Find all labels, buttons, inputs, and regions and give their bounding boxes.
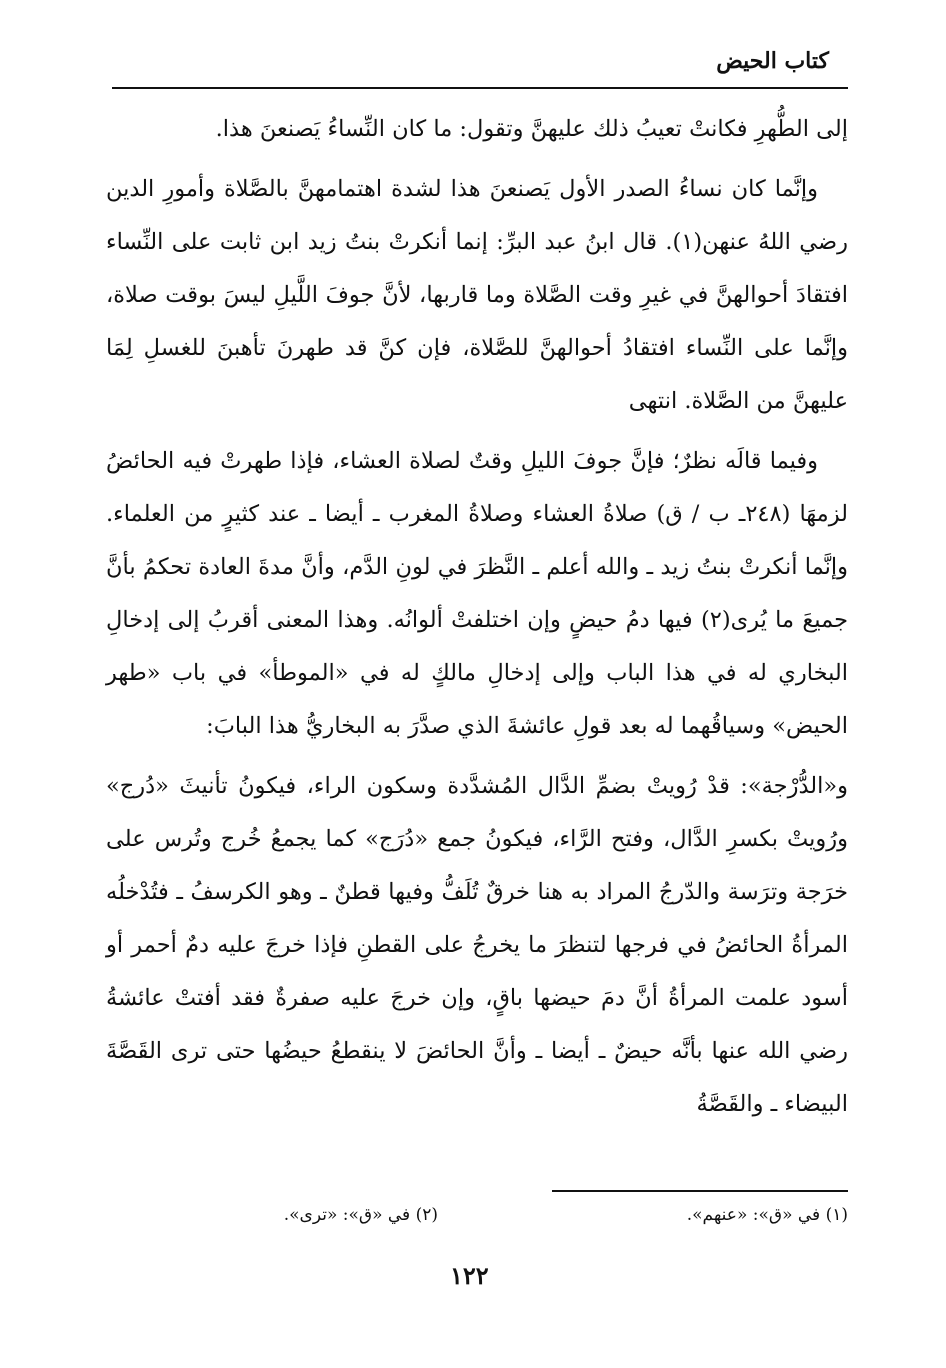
footnote-divider bbox=[552, 1190, 848, 1192]
header-divider bbox=[112, 87, 848, 89]
paragraph-critique: وفيما قالَه نظرٌ؛ فإنَّ جوفَ الليلِ وقتٌ لصلاة العشاء، فإذا طهرتْ فيه الحائضُ لزمهَا (٢٤٨ـ ب / ق) صلاةُ العشاء وصلاةُ المغرب ـ أيضا ـ عند كثيرٍ من العلماء. وإنَّما أنكرتْ بنتُ زيد ـ والله أعلم ـ النَّظرَ في لونِ الدَّم، وأنَّ مدةَ العادة تحكمُ بأنَّ جميعَ ما يُرى(٢) فيها دمُ حيضٍ وإن اختلفتْ ألوانُه. وهذا المعنى أقربُ إلى إدخالِ البخاري له في هذا الباب وإلى إدخالِ مالكٍ له في «الموطأ» في باب «طهر الحيض» وسياقُهما له بعد قولِ عائشةَ الذي صدَّرَ به البخاريُّ هذا البابَ: bbox=[106, 448, 848, 739]
footnotes bbox=[106, 1203, 848, 1233]
paragraph-women-early-generation: وإنَّما كان نساءُ الصدر الأول يَصنعنَ هذا لشدة اهتمامهنَّ بالصَّلاة وأمورِ الدين رضي اللهُ عنهن(١). قال ابنُ عبد البرِّ: إنما أنكرتْ بنتُ زيد ابن ثابت على النِّساء افتقادَ أحوالهنَّ في غيرِ وقت الصَّلاة وما قاربها، لأنَّ جوفَ اللَّيلِ ليسَ بوقت صلاة، وإنَّما على النِّساء افتقادُ أحوالهنَّ للصَّلاة، فإن كنَّ قد طهرنَ تأهبنَ للغسلِ لِمَا عليهنَّ من الصَّلاة. انتهى bbox=[106, 176, 848, 414]
page-body-text bbox=[106, 103, 848, 1131]
running-header-title: كتاب الحيض bbox=[716, 48, 829, 74]
footnote-1: (١) في «ق»: «عنهم». bbox=[686, 1205, 848, 1225]
paragraph-continuation: إلى الطُّهرِ فكانتْ تعيبُ ذلك عليهنَّ وتقول: ما كان النِّساءُ يَصنعنَ هذا. bbox=[215, 116, 848, 142]
paragraph-durja-definition: و«الدُّرْجة»: قدْ رُويتْ بضمِّ الدَّال المُشدَّدة وسكون الراء، فيكونُ تأنيثَ «دُرج» ورُويتْ بكسرِ الدَّال، وفتح الرَّاء، فيكونُ جمع «دُرَج» كما يجمعُ خُرج وتُرس على خرَجة وترَسة والدّرجُ المراد به هنا خرقٌ تُلَفُّ وفيها قطنٌ ـ وهو الكرسفُ ـ فتُدْخلُه المرأةُ الحائضُ في فرجها لتنظرَ ما يخرجُ على القطنِ فإذا خرجَ عليه دمٌ أحمر أو أسود علمت المرأةُ أنَّ دمَ حيضها باقٍ، وإن خرجَ عليه صفرةٌ فقد أفتتْ عائشةُ رضي الله عنها بأنَّه حيضٌ ـ أيضا ـ وأنَّ الحائضَ لا ينقطعُ حيضُها حتى ترى القَصَّةَ البيضاء ـ والقَصَّةُ bbox=[106, 773, 848, 1117]
page-number: ١٢٢ bbox=[450, 1261, 489, 1290]
footnote-2: (٢) في «ق»: «ترى». bbox=[283, 1205, 438, 1225]
